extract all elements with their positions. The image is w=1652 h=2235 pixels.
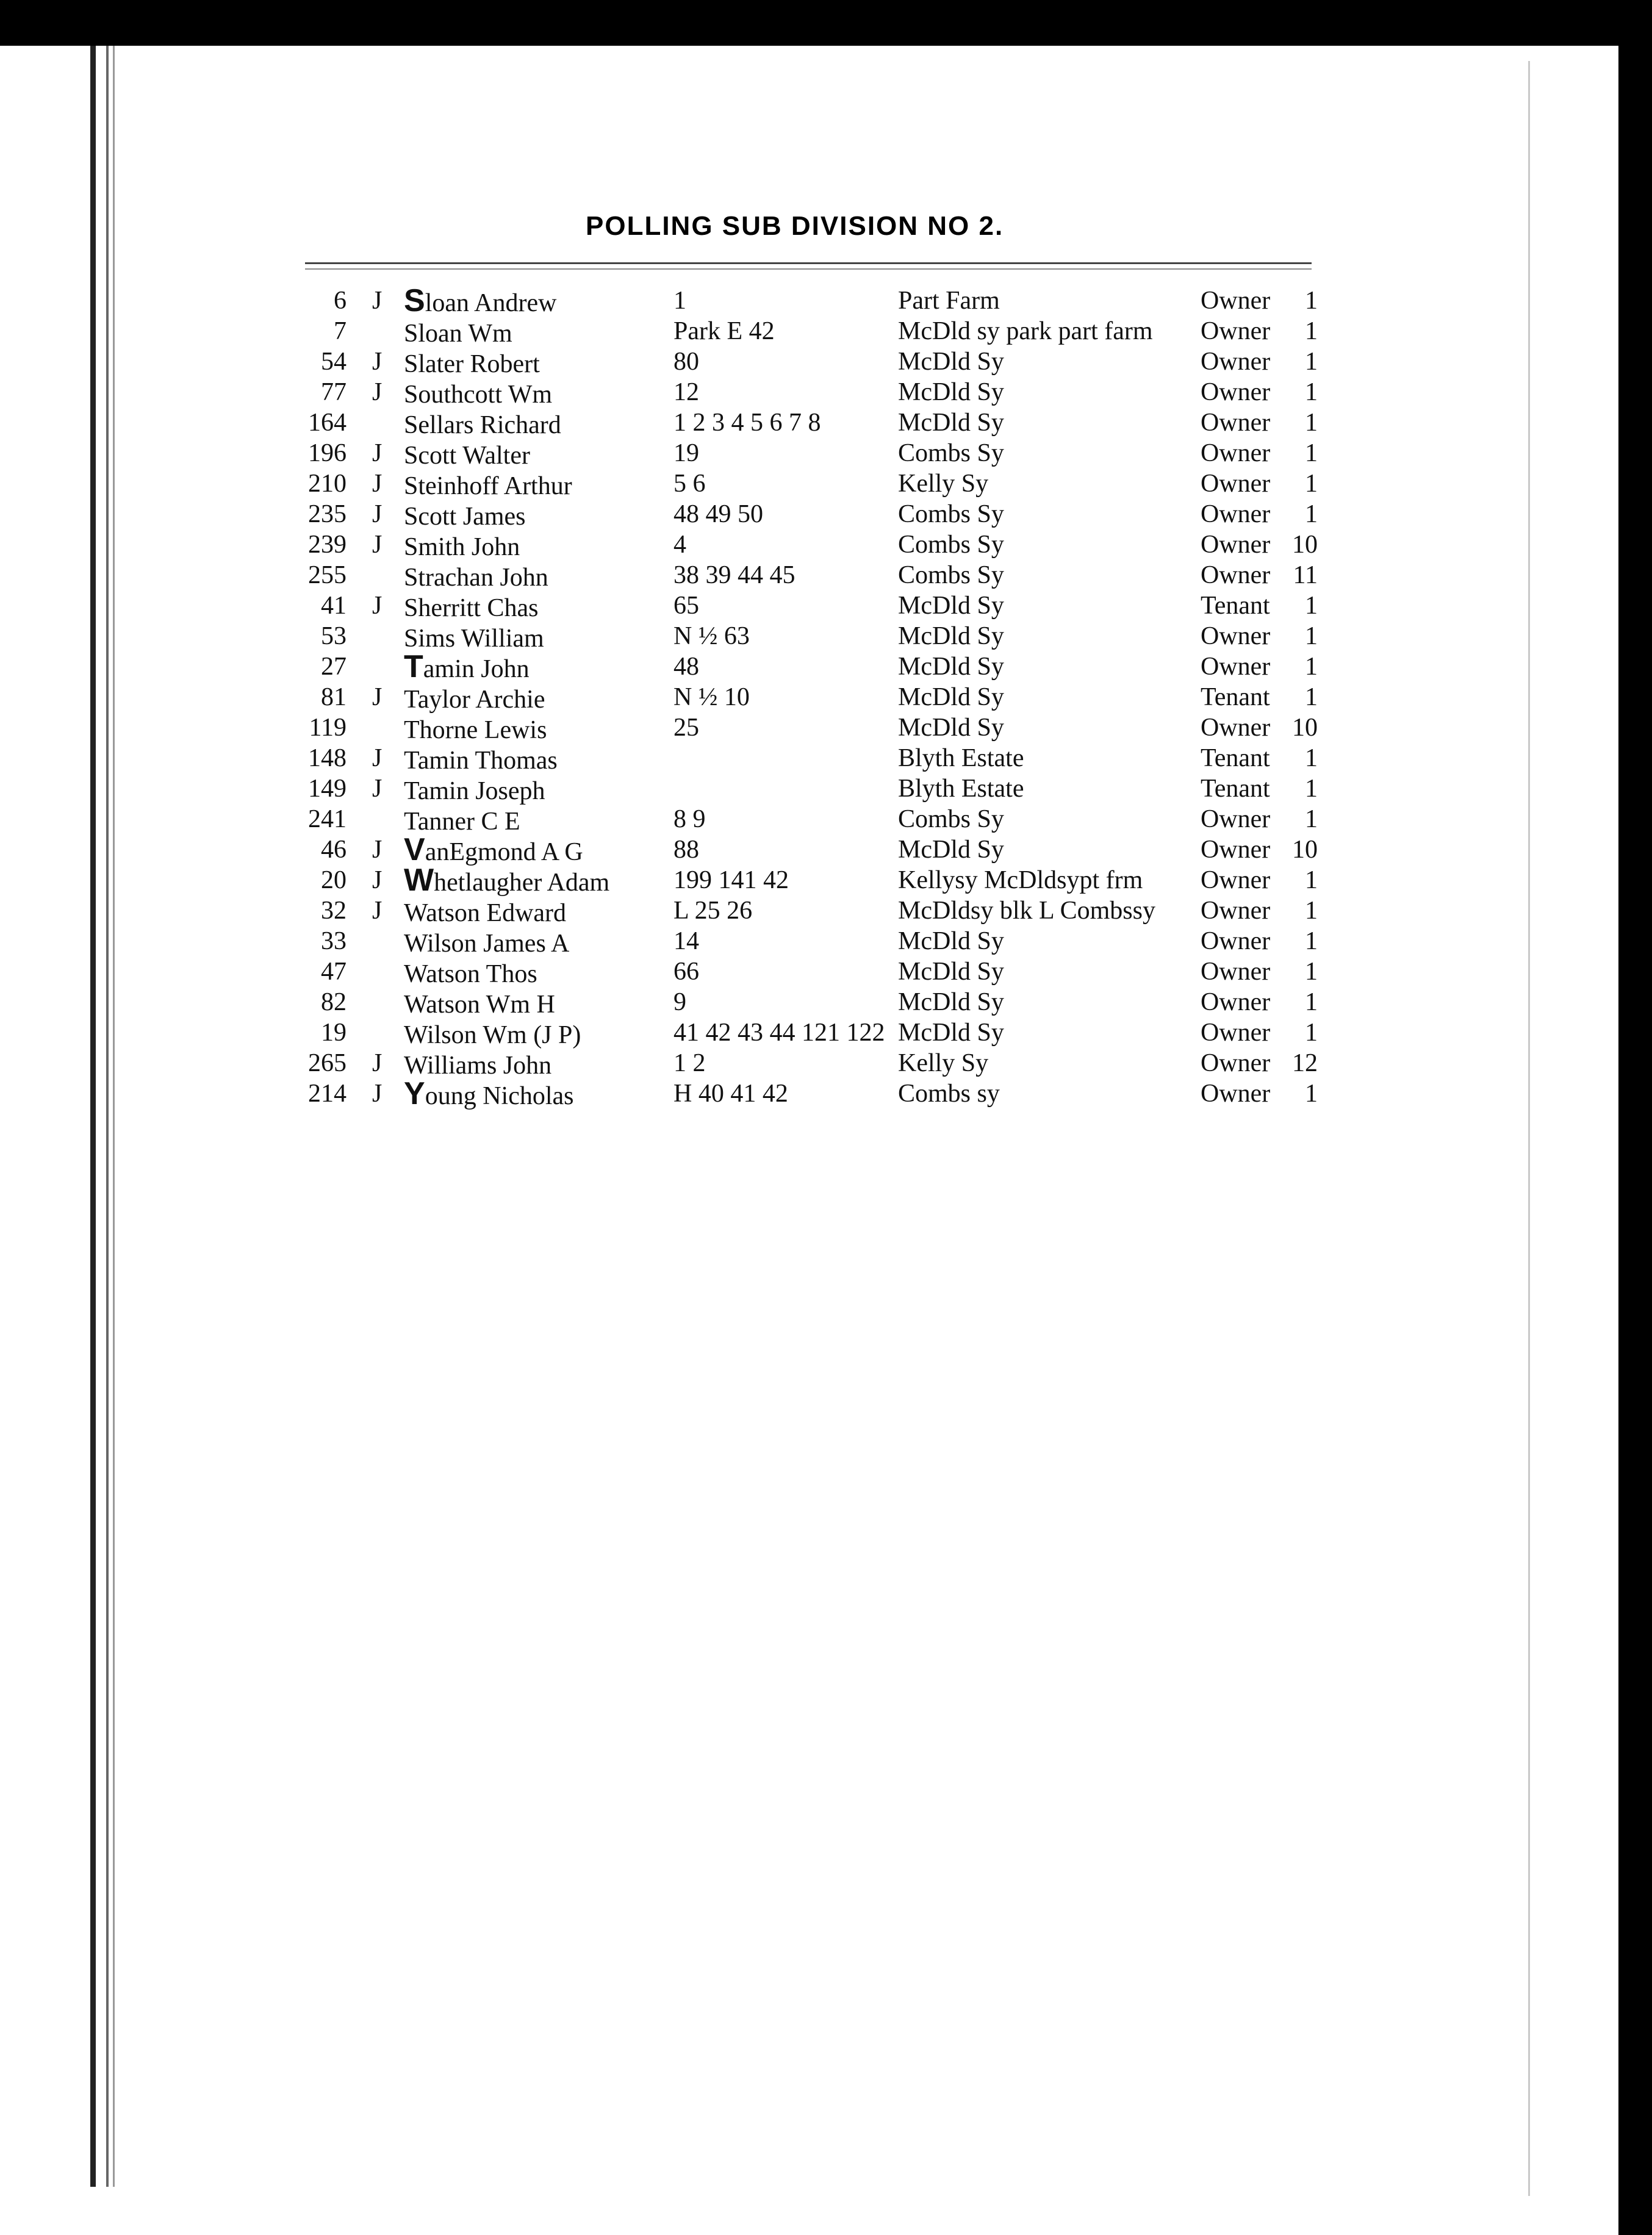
voter-name-text: Watson Edward [404,899,567,927]
voter-name [404,529,520,562]
voter-name [404,682,545,715]
jury-flag: J [372,500,382,528]
tenure-status: Owner [1201,988,1271,1016]
vote-count: 1 [1305,653,1318,681]
vote-count: 1 [1305,1019,1318,1047]
list-item [0,529,1342,560]
property-description: McDld Sy [898,409,1004,437]
property-description: McDld Sy [898,622,1004,650]
entry-number: 27 [321,653,347,681]
entry-number: 20 [321,866,347,894]
voter-name-text: Strachan John [404,564,548,592]
lot-numbers: 25 [673,714,699,742]
entry-number: 148 [308,744,347,772]
property-description: McDldsy blk L Combssy [898,897,1155,925]
jury-flag: J [372,1080,382,1108]
vote-count: 1 [1305,927,1318,955]
voter-name-text: loan Andrew [425,289,557,317]
vote-count: 11 [1293,561,1318,589]
entry-number: 7 [334,317,347,345]
entry-number: 82 [321,988,347,1016]
list-item [0,346,1342,377]
voter-name [404,316,512,349]
index-initial: V [404,832,425,867]
lot-numbers: 14 [673,927,699,955]
property-description: Combs Sy [898,561,1004,589]
scan-border-top [0,0,1652,46]
vote-count: 1 [1305,805,1318,833]
lot-numbers: 38 39 44 45 [673,561,795,589]
index-initial: W [404,863,434,898]
lot-numbers: 65 [673,592,699,620]
voter-name-text: Slater Robert [404,350,540,378]
voter-name-text: Wilson Wm (J P) [404,1021,581,1049]
tenure-status: Owner [1201,287,1271,315]
jury-flag: J [372,897,382,925]
property-description: Part Farm [898,287,1000,315]
jury-flag: J [372,287,382,315]
voter-name-text: Wilson James A [404,930,570,958]
list-item [0,1048,1342,1078]
list-item [0,743,1342,773]
index-initial: Y [404,1076,425,1111]
tenure-status: Owner [1201,378,1271,406]
vote-count: 1 [1305,958,1318,986]
voter-name [404,773,545,806]
entry-number: 255 [308,561,347,589]
lot-numbers: 12 [673,378,699,406]
entry-number: 265 [308,1049,347,1077]
lot-numbers: 19 [673,439,699,467]
entry-number: 210 [308,470,347,498]
tenure-status: Owner [1201,1019,1271,1047]
voter-name-text: Southcott Wm [404,381,553,409]
voter-name [404,1048,551,1081]
page-fold-line [1528,61,1530,2196]
list-item [0,834,1342,865]
tenure-status: Owner [1201,561,1271,589]
tenure-status: Owner [1201,714,1271,742]
tenure-status: Tenant [1201,683,1270,711]
jury-flag: J [372,775,382,803]
property-description: Combs Sy [898,531,1004,559]
voter-name-text: Tanner C E [404,808,520,836]
voter-name-text: anEgmond A G [425,838,583,866]
property-description: Combs Sy [898,500,1004,528]
tenure-status: Owner [1201,317,1271,345]
tenure-status: Owner [1201,531,1271,559]
jury-flag: J [372,470,382,498]
entry-number: 6 [334,287,347,315]
lot-numbers: 48 [673,653,699,681]
vote-count: 1 [1305,378,1318,406]
lot-numbers: L 25 26 [673,897,753,925]
vote-count: 10 [1292,714,1318,742]
property-description: McDld Sy [898,988,1004,1016]
vote-count: 1 [1305,683,1318,711]
vote-count: 1 [1305,287,1318,315]
entry-number: 81 [321,683,347,711]
vote-count: 1 [1305,988,1318,1016]
voter-name-text: Scott Walter [404,442,530,470]
header-rule-thin [305,268,1312,270]
tenure-status: Owner [1201,470,1271,498]
voter-name [404,865,609,898]
property-description: McDld Sy [898,1019,1004,1047]
property-description: McDld Sy [898,714,1004,742]
entry-number: 47 [321,958,347,986]
voter-name [404,651,530,684]
list-item [0,468,1342,499]
tenure-status: Owner [1201,866,1271,894]
list-item [0,712,1342,743]
list-item [0,621,1342,651]
list-item [0,987,1342,1017]
tenure-status: Tenant [1201,744,1270,772]
tenure-status: Owner [1201,897,1271,925]
voter-name [404,926,569,959]
tenure-status: Owner [1201,348,1271,376]
list-item [0,316,1342,346]
voter-name-text: Watson Thos [404,960,537,988]
lot-numbers: 8 9 [673,805,706,833]
entry-number: 46 [321,836,347,864]
vote-count: 10 [1292,836,1318,864]
vote-count: 1 [1305,439,1318,467]
property-description: McDld Sy [898,592,1004,620]
vote-count: 1 [1305,866,1318,894]
vote-count: 1 [1305,744,1318,772]
lot-numbers: 88 [673,836,699,864]
jury-flag: J [372,1049,382,1077]
property-description: Blyth Estate [898,775,1024,803]
voter-name-text: Tamin Joseph [404,777,545,805]
voter-name-text: amin John [423,655,530,683]
lot-numbers: 41 42 43 44 121 122 [673,1019,885,1047]
lot-numbers: 80 [673,348,699,376]
voter-name-text: Sherritt Chas [404,594,539,622]
scan-border-right [1618,0,1652,2235]
jury-flag: J [372,744,382,772]
voter-name [404,346,540,379]
voter-name-text: Sims William [404,625,544,653]
tenure-status: Owner [1201,1080,1271,1108]
voter-name-text: hetlaugher Adam [434,869,610,897]
list-item [0,804,1342,834]
list-item [0,560,1342,590]
property-description: Combs Sy [898,805,1004,833]
lot-numbers: 4 [673,531,686,559]
lot-numbers: N ½ 63 [673,622,750,650]
entry-number: 214 [308,1080,347,1108]
tenure-status: Owner [1201,409,1271,437]
voter-name [404,438,530,471]
page-title: POLLING SUB DIVISION NO 2. [586,211,1004,241]
property-description: Kelly Sy [898,1049,989,1077]
jury-flag: J [372,866,382,894]
voter-name [404,956,537,989]
lot-numbers: 5 6 [673,470,706,498]
index-initial: T [404,649,423,684]
voter-name-text: Tamin Thomas [404,747,558,775]
list-item [0,1078,1342,1109]
voter-name-text: Steinhoff Arthur [404,472,572,500]
list-item [0,926,1342,956]
voter-name [404,712,547,745]
lot-numbers: 199 141 42 [673,866,789,894]
vote-count: 10 [1292,531,1318,559]
voter-name [404,1078,573,1111]
list-item [0,956,1342,987]
vote-count: 1 [1305,622,1318,650]
lot-numbers: 1 2 [673,1049,706,1077]
voter-name [404,468,572,501]
tenure-status: Owner [1201,1049,1271,1077]
jury-flag: J [372,592,382,620]
voter-name [404,1017,581,1050]
voter-name-text: oung Nicholas [425,1082,574,1110]
entry-number: 196 [308,439,347,467]
list-item [0,863,1342,898]
jury-flag: J [372,531,382,559]
voter-name [404,743,558,776]
voter-name-text: Smith John [404,533,520,561]
tenure-status: Owner [1201,622,1271,650]
lot-numbers: 66 [673,958,699,986]
property-description: McDld Sy [898,836,1004,864]
property-description: McDld Sy [898,378,1004,406]
list-item [0,438,1342,468]
property-description: Combs sy [898,1080,1000,1108]
jury-flag: J [372,439,382,467]
voter-name-text: Thorne Lewis [404,716,547,744]
voter-name-text: Watson Wm H [404,991,555,1019]
voter-name [404,621,544,654]
lot-numbers: N ½ 10 [673,683,750,711]
tenure-status: Owner [1201,653,1271,681]
voter-name [404,560,548,593]
vote-count: 1 [1305,897,1318,925]
voter-name [404,499,525,532]
vote-count: 1 [1305,500,1318,528]
entry-number: 53 [321,622,347,650]
vote-count: 1 [1305,1080,1318,1108]
list-item [0,773,1342,804]
list-item [0,377,1342,407]
entry-number: 239 [308,531,347,559]
vote-count: 1 [1305,409,1318,437]
voter-name-text: Scott James [404,503,526,531]
tenure-status: Owner [1201,439,1271,467]
voter-name [404,285,556,318]
jury-flag: J [372,378,382,406]
list-item [0,285,1342,316]
property-description: Kelly Sy [898,470,989,498]
entry-number: 149 [308,775,347,803]
index-initial: S [404,283,425,318]
entry-number: 33 [321,927,347,955]
entry-number: 19 [321,1019,347,1047]
vote-count: 1 [1305,317,1318,345]
voter-name-text: Sellars Richard [404,411,561,439]
vote-count: 1 [1305,775,1318,803]
property-description: McDld Sy [898,683,1004,711]
property-description: Kellysy McDldsypt frm [898,866,1143,894]
vote-count: 1 [1305,592,1318,620]
lot-numbers: Park E 42 [673,317,775,345]
vote-count: 1 [1305,348,1318,376]
entry-number: 54 [321,348,347,376]
entry-number: 41 [321,592,347,620]
list-item [0,590,1342,621]
property-description: McDld Sy [898,653,1004,681]
entry-number: 164 [308,409,347,437]
lot-numbers: H 40 41 42 [673,1080,788,1108]
voter-name [404,590,538,623]
lot-numbers: 9 [673,988,686,1016]
entry-number: 241 [308,805,347,833]
property-description: McDld Sy [898,927,1004,955]
entry-number: 32 [321,897,347,925]
tenure-status: Owner [1201,958,1271,986]
lot-numbers: 1 2 3 4 5 6 7 8 [673,409,821,437]
entry-number: 235 [308,500,347,528]
property-description: McDld Sy [898,348,1004,376]
property-description: Combs Sy [898,439,1004,467]
jury-flag: J [372,683,382,711]
tenure-status: Tenant [1201,775,1270,803]
tenure-status: Owner [1201,805,1271,833]
voter-name [404,895,566,928]
lot-numbers: 48 49 50 [673,500,763,528]
list-item [0,1017,1342,1048]
property-description: McDld Sy [898,958,1004,986]
voter-name-text: Sloan Wm [404,320,512,348]
list-item [0,651,1342,682]
list-item [0,499,1342,529]
property-description: Blyth Estate [898,744,1024,772]
tenure-status: Tenant [1201,592,1270,620]
jury-flag: J [372,836,382,864]
voter-name [404,407,561,440]
header-rule [305,262,1312,264]
list-item [0,895,1342,926]
tenure-status: Owner [1201,927,1271,955]
tenure-status: Owner [1201,836,1271,864]
jury-flag: J [372,348,382,376]
vote-count: 1 [1305,470,1318,498]
lot-numbers: 1 [673,287,686,315]
entry-number: 119 [309,714,347,742]
entry-number: 77 [321,378,347,406]
property-description: McDld sy park part farm [898,317,1153,345]
voter-name [404,987,555,1020]
list-item [0,407,1342,438]
list-item [0,682,1342,712]
voter-name-text: Taylor Archie [404,686,545,714]
vote-count: 12 [1292,1049,1318,1077]
voter-name-text: Williams John [404,1052,552,1080]
tenure-status: Owner [1201,500,1271,528]
voter-name [404,377,552,410]
